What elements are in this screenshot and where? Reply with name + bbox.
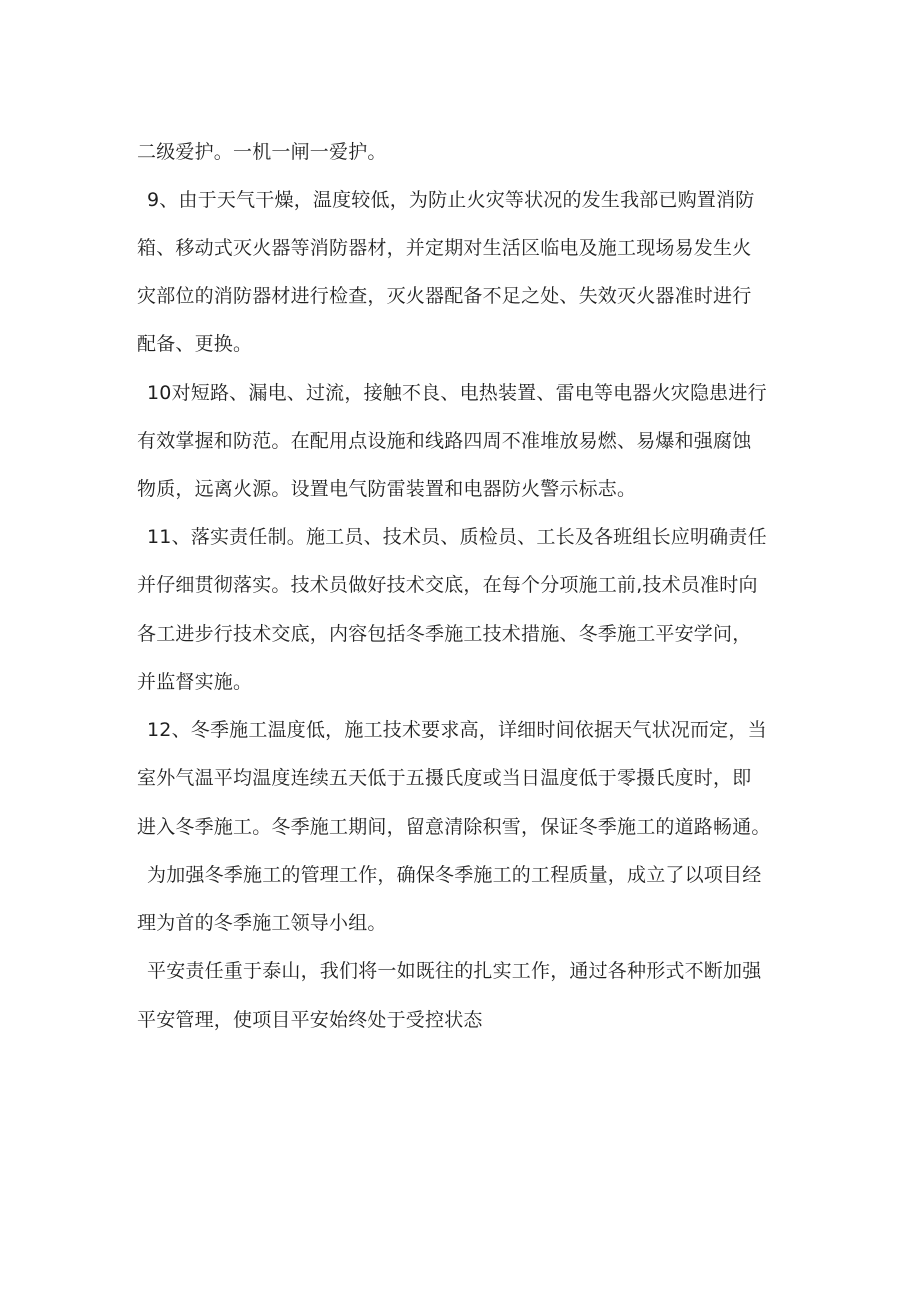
text-line-18: 平安责任重于泰山，我们将一如既往的扎实工作，通过各种形式不断加强: [147, 960, 762, 982]
text-line-13: 12、冬季施工温度低，施工技术要求高，详细时间依据天气状况而定，当: [147, 719, 767, 741]
text-line-12: 并监督实施。: [137, 671, 253, 693]
text-line-6: 10对短路、漏电、过流，接触不良、电热装置、雷电等电器火灾隐患进行: [147, 382, 767, 404]
text-line-19: 平安管理，使项目平安始终处于受控状态: [137, 1009, 483, 1031]
text-line-17: 理为首的冬季施工领导小组。: [137, 912, 387, 934]
text-line-7: 有效掌握和防范。在配用点设施和线路四周不准堆放易燃、易爆和强腐蚀: [137, 430, 752, 452]
text-line-2: 9、由于天气干燥，温度较低，为防止火灾等状况的发生我部已购置消防: [147, 189, 755, 211]
text-line-9: 11、落实责任制。施工员、技术员、质检员、工长及各班组长应明确责任: [147, 526, 767, 548]
text-line-11: 各工进步行技术交底，内容包括冬季施工技术措施、冬季施工平安学问，: [137, 623, 752, 645]
text-line-16: 为加强冬季施工的管理工作，确保冬季施工的工程质量，成立了以项目经: [147, 864, 762, 886]
text-line-10: 并仔细贯彻落实。技术员做好技术交底，在每个分项施工前,技术员准时向: [137, 574, 758, 596]
text-line-4: 灾部位的消防器材进行检查，灭火器配备不足之处、失效灭火器准时进行: [137, 285, 752, 307]
text-line-5: 配备、更换。: [137, 333, 253, 355]
text-line-8: 物质，远离火源。设置电气防雷装置和电器防火警示标志。: [137, 478, 637, 500]
text-line-3: 箱、移动式灭火器等消防器材，并定期对生活区临电及施工现场易发生火: [137, 237, 752, 259]
text-line-14: 室外气温平均温度连续五天低于五摄氏度或当日温度低于零摄氏度时，即: [137, 767, 752, 789]
text-line-15: 进入冬季施工。冬季施工期间，留意清除积雪，保证冬季施工的道路畅通。: [137, 816, 771, 838]
text-line-1: 二级爱护。一机一闸一爱护。: [137, 141, 387, 163]
